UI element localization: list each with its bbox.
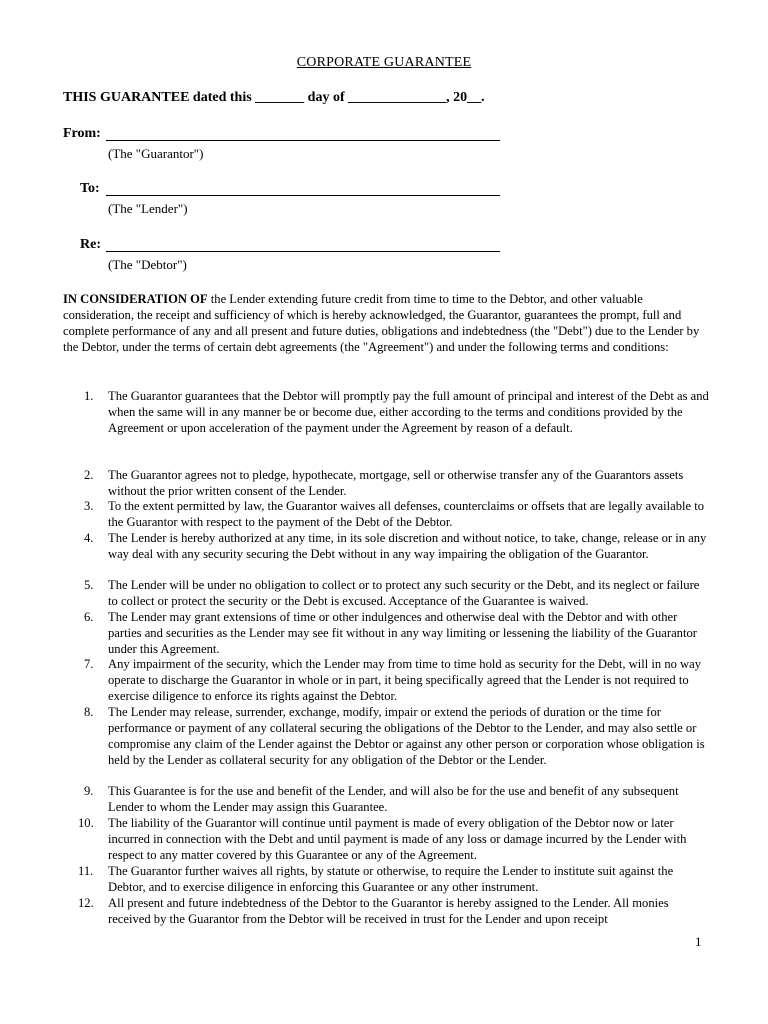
page-number: 1 — [695, 934, 702, 949]
clause-text: The Lender may release, surrender, exchange, modify, impair or extend the periods of duration or the time for performance or payment of any collateral securing the obligations of the Debtor to the Lender, and may also settle or compromise any claim of the Lender against the Debtor or against any other person or corporation whose obligation is held by the Lender as collateral security for any obligation of the Debtor or the Lender. — [108, 705, 705, 767]
clause-text: The Lender is hereby authorized at any time, in its sole discretion and without notice, to take, change, release or in any way deal with any security securing the Debt without in any way impairing the obligation of the Guarantor. — [108, 531, 707, 561]
clause-number: 6. — [84, 610, 94, 624]
clause-number: 2. — [84, 468, 94, 482]
to-label: To: — [80, 181, 100, 196]
clause-text: The Guarantor agrees not to pledge, hypothecate, mortgage, sell or otherwise transfer any of the Guarantors assets without the prior written consent of the Lender. — [108, 468, 684, 498]
from-label: From: — [63, 126, 101, 141]
from-blank-line — [106, 140, 500, 141]
clause-text: The Lender may grant extensions of time or other indulgences and otherwise deal with the Debtor and with other parties and securities as the Lender may see fit without in any way limiting or lessening the liability of the Guarantor under this Agreement. — [108, 610, 697, 656]
guarantor-role: (The "Guarantor") — [108, 146, 204, 161]
re-label: Re: — [80, 237, 101, 252]
clause-text: The Lender will be under no obligation to collect or to protect any such security or the Debt, and its neglect or failure to collect or protect the security or the Debt is excused. Acceptance of the Guarantee is waived. — [108, 578, 700, 608]
clause-number: 9. — [84, 784, 94, 798]
clause-text: The Guarantor guarantees that the Debtor will promptly pay the full amount of principal and interest of the Debt as and when the same will in any manner be or become due, either according to the terms and conditions provided by the Agreement or upon acceleration of the payment under the Agreement by reason of a default. — [108, 389, 709, 435]
dated-line: THIS GUARANTEE dated this _______ day of ______________, 20__. — [63, 90, 485, 105]
clause-number: 11. — [78, 864, 94, 878]
consideration-text: the Lender extending future credit from time to time to the Debtor, and other valuable consideration, the receipt and sufficiency of which is hereby acknowledged, the Guarantor, guarantees the prompt, full and complete performance of any and all present and future duties, obligations and indebtedness (the "Debt") due to the Lender by the Debtor, under the terms of certain debt agreements (the "Agreement") and under the following terms and conditions: — [63, 292, 700, 354]
clause-text: All present and future indebtedness of the Debtor to the Guarantor is hereby assigned to the Lender. All monies received by the Guarantor from the Debtor will be received in trust for the Lender and upon receipt — [108, 896, 669, 926]
clause-number: 3. — [84, 499, 94, 513]
clause-text: The Guarantor further waives all rights, by statute or otherwise, to require the Lender to institute suit against the Debtor, and to exercise diligence in enforcing this Guarantee or any other instrument. — [108, 864, 674, 894]
lender-role: (The "Lender") — [108, 201, 188, 216]
clause-number: 12. — [78, 896, 94, 910]
re-blank-line — [106, 251, 500, 252]
debtor-role: (The "Debtor") — [108, 257, 187, 272]
clause-text: Any impairment of the security, which the Lender may from time to time hold as security for the Debt, will in no way operate to discharge the Guarantor in whole or in part, it being specifically agreed that the Lender is not required to exercise diligence to enforce its rights against the Debtor. — [108, 657, 702, 703]
clause-number: 4. — [84, 531, 94, 545]
consideration-paragraph — [63, 291, 713, 355]
clause-text: This Guarantee is for the use and benefit of the Lender, and will also be for the use and benefit of any subsequent Lender to whom the Lender may assign this Guarantee. — [108, 784, 679, 814]
to-blank-line — [106, 195, 500, 196]
consideration-lead: IN CONSIDERATION OF — [63, 292, 208, 306]
clause-number: 8. — [84, 705, 94, 719]
clause-text: To the extent permitted by law, the Guarantor waives all defenses, counterclaims or offsets that are legally available to the Guarantor with respect to the payment of the Debt of the Debtor. — [108, 499, 705, 529]
document-title: CORPORATE GUARANTEE — [296, 55, 472, 70]
clause-number: 7. — [84, 657, 94, 671]
clause-number: 1. — [84, 389, 94, 403]
clause-number: 10. — [78, 816, 94, 830]
clause-text: The liability of the Guarantor will continue until payment is made of every obligation of the Debtor now or later incurred in connection with the Debt and until payment is made of any loss or damage incurred by the Lender with respect to any matter covered by this Guarantee or any of the Agreement. — [108, 816, 687, 862]
clause-number: 5. — [84, 578, 94, 592]
